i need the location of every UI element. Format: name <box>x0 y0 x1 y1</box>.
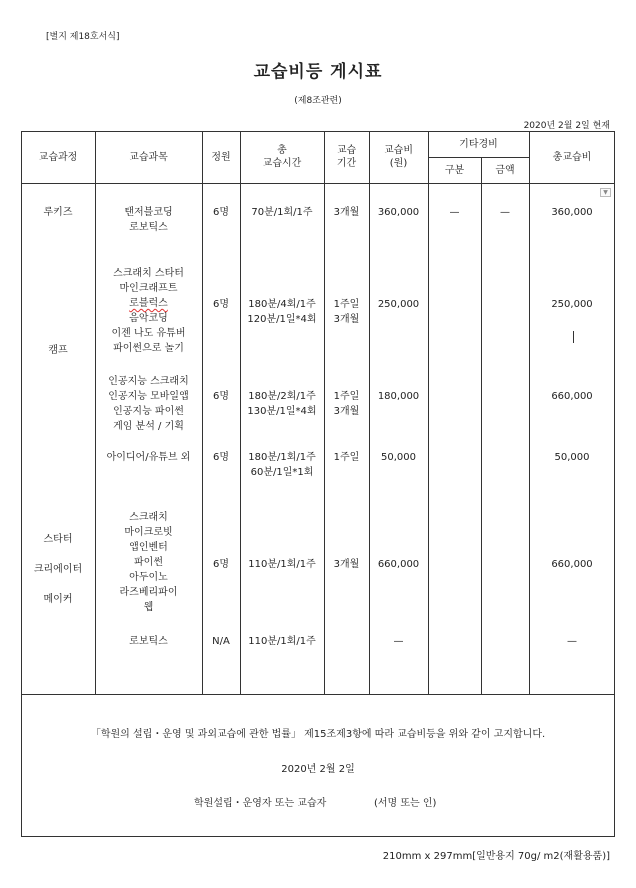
subject-list: 인공지능 스크래치 인공지능 모바일앱 인공지능 파이썬 게임 분석 / 기획 <box>108 376 189 432</box>
total-hours: 70분/1회/1주 <box>251 207 313 218</box>
capacity: N/A <box>212 636 230 647</box>
fee: 250,000 <box>377 299 420 310</box>
header-total-fee: 총교습비 <box>552 151 592 163</box>
header-bottom-line <box>21 183 615 184</box>
fee: 180,000 <box>377 391 420 402</box>
period: 1주일 <box>333 452 360 463</box>
header-total-hours: 총 교습시간 <box>262 145 302 169</box>
course-name: 캠프 <box>48 345 68 356</box>
header-fee: 교습비 (원) <box>384 145 413 169</box>
total-fee: 660,000 <box>551 391 593 402</box>
capacity: 6명 <box>212 207 230 218</box>
signature-note: (서명 또는 인) <box>374 798 437 809</box>
period: 1주일 3개월 <box>333 391 360 417</box>
capacity: 6명 <box>212 452 230 463</box>
subject-list: 아이디어/유튜브 외 <box>106 452 191 463</box>
fee: 50,000 <box>381 452 416 463</box>
form-number: [별지 제18호서식] <box>46 32 120 42</box>
total-hours: 110분/1회/1주 <box>248 636 316 647</box>
total-hours: 180분/1회/1주 60분/1일*1회 <box>248 452 316 478</box>
period: 1주일 3개월 <box>333 299 360 325</box>
other-type: — <box>449 207 460 218</box>
signer-label: 학원설립・운영자 또는 교습자 <box>194 798 327 809</box>
total-hours: 180분/2회/1주 130분/1일*4회 <box>247 391 317 417</box>
total-fee: 50,000 <box>554 452 590 463</box>
header-course: 교습과정 <box>38 151 78 163</box>
notice-date: 2020년 2월 2일 <box>281 764 355 775</box>
fee: 360,000 <box>377 207 420 218</box>
notice-text: 「학원의 설립・운영 및 과외교습에 관한 법률」 제15조제3항에 따라 교습비등을 위와 같이 고지합니다. <box>90 729 546 740</box>
period: 3개월 <box>333 207 360 218</box>
as-of-date: 2020년 2월 2일 현재 <box>523 121 610 131</box>
header-capacity: 정원 <box>211 151 231 163</box>
total-hours: 180분/4회/1주 120분/1일*4회 <box>247 299 317 325</box>
header-period: 교습 기간 <box>336 145 357 169</box>
header-other-amount: 금액 <box>495 164 515 176</box>
header-other-type: 구분 <box>444 164 465 176</box>
course-name: 스타터 크리에이터 메이커 <box>33 534 83 605</box>
dropdown-arrow-icon[interactable]: ▼ <box>600 188 611 197</box>
total-hours: 110분/1회/1주 <box>248 559 316 570</box>
total-fee: 250,000 <box>551 299 593 310</box>
col-divider <box>481 157 482 694</box>
course-name: 루키즈 <box>43 207 73 218</box>
period: 3개월 <box>333 559 360 570</box>
capacity: 6명 <box>212 391 230 402</box>
page-title: 교습비등 게시표 <box>253 62 383 82</box>
table-bottom-line <box>21 694 615 695</box>
fee: — <box>393 636 404 647</box>
total-fee: — <box>567 636 577 647</box>
subject-list: 탠저블코딩 로보틱스 <box>124 207 173 233</box>
header-other-expenses: 기타경비 <box>459 138 498 150</box>
total-fee: 360,000 <box>551 207 593 218</box>
text-cursor <box>573 331 574 343</box>
subject-list: 스크래치 스타터 마인크래프트 로블럭스 음악코딩 이젠 나도 유튜버 파이썬으로 놀기 <box>111 268 186 354</box>
capacity: 6명 <box>212 299 230 310</box>
total-fee: 660,000 <box>551 559 593 570</box>
paper-spec: 210mm x 297mm[일반용지 70g/ m2(재활용품)] <box>382 851 610 862</box>
fee: 660,000 <box>377 559 420 570</box>
header-subject: 교습과목 <box>129 151 168 163</box>
capacity: 6명 <box>212 559 230 570</box>
page-subtitle: (제8조관련) <box>294 96 342 106</box>
other-amount: — <box>500 207 510 218</box>
subject-list: 스크래치 마이크로빗 앱인벤터 파이썬 아두이노 라즈베리파이 웹 <box>119 512 178 613</box>
subject-list: 로보틱스 <box>129 636 168 647</box>
